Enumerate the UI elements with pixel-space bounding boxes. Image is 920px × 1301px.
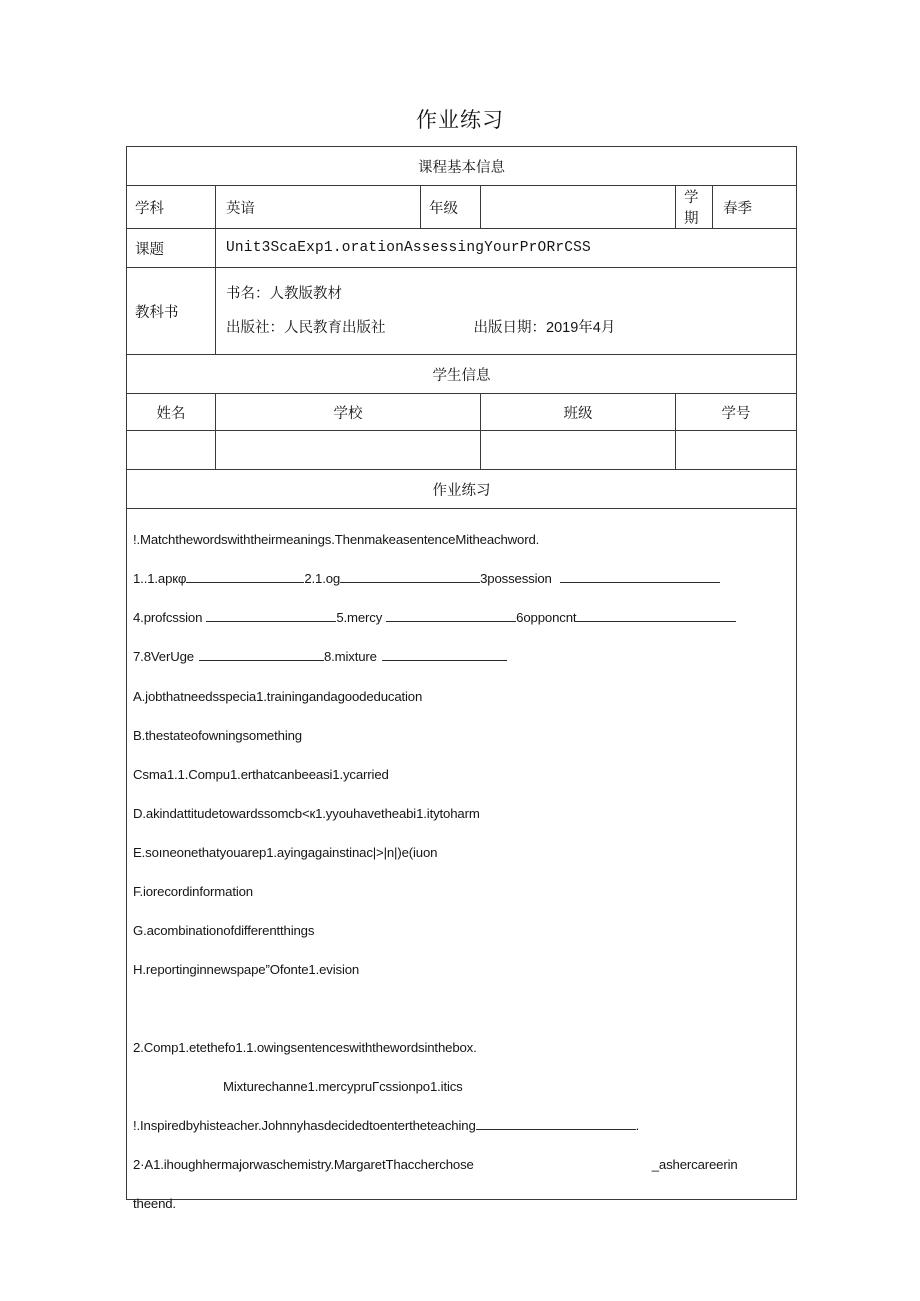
definition-g: G.acombinationofdifferentthings <box>133 923 315 939</box>
course-info-header: 课程基本信息 <box>127 147 797 186</box>
exercise-header-row <box>127 470 797 509</box>
term-value: 春季 <box>713 186 797 229</box>
definition-h: H.reportinginnewspape”Ofonte1.evision <box>133 962 360 978</box>
subject-row <box>127 186 797 229</box>
q1-word-row-2 <box>133 610 736 625</box>
definition-e: E.soıneonethatyouarep1.ayingagainstinac|>|n|)e(iuon <box>133 845 438 861</box>
student-col-name: 姓名 <box>127 394 216 431</box>
topic-value: Unit3ScaExp1.orationAssessingYourPrORrCSS <box>216 229 797 268</box>
q2-sentence-2-text: 2·A1.ihoughhermajorwaschemistry.MargaretThaccherchose <box>133 1157 474 1173</box>
q1-instruction: !.Matchthewordswiththeirmeanings.ThenmakeasentenceMitheachword. <box>133 532 540 548</box>
student-value-name[interactable] <box>127 431 216 470</box>
publisher: 出版社：人民教育出版社 <box>226 320 386 337</box>
q2-sentence-1-period: . <box>635 1118 640 1134</box>
grade-value <box>481 186 676 229</box>
q2-sentence-2-answer[interactable]: _ashercareerin <box>651 1157 738 1173</box>
student-info-header-row <box>127 355 797 394</box>
exercise-section-header: 作业练习 <box>127 470 797 509</box>
textbook-row <box>127 268 797 355</box>
book-name: 书名：人教版教材 <box>226 286 342 302</box>
subject-value: 英谙 <box>216 186 421 229</box>
q1-blank-5[interactable] <box>386 621 516 622</box>
definition-b: B.thestateofowningsomething <box>133 728 302 744</box>
grade-label: 年级 <box>421 186 481 229</box>
page-title: 作业练习 <box>416 109 504 132</box>
q1-blank-8[interactable] <box>382 660 507 661</box>
definition-a: A.jobthatneedsspecia1.trainingandagoodeducation <box>133 689 423 705</box>
q2-blank-1[interactable] <box>476 1129 636 1130</box>
q1-word-4: 4.profcssion <box>133 610 203 626</box>
exercise-content <box>127 509 796 1212</box>
topic-label: 课题 <box>127 229 216 268</box>
q2-sentence-2 <box>133 1157 738 1172</box>
q2-word-box: Mixturechanne1.mercypruΓcssionpo1.itics <box>223 1079 463 1095</box>
q1-word-6: 6opponcnt <box>516 610 577 626</box>
student-info-header: 学生信息 <box>127 355 797 394</box>
q1-word-2: 2.1.og <box>304 571 341 587</box>
q1-word-row-1 <box>133 571 720 586</box>
student-col-class: 班级 <box>481 394 676 431</box>
topic-row <box>127 229 797 268</box>
q1-blank-4[interactable] <box>206 621 336 622</box>
q2-sentence-1 <box>133 1118 639 1133</box>
subject-label: 学科 <box>127 186 216 229</box>
q2-instruction: 2.Comp1.etethefo1.1.owingsentenceswiththewordsinthebox. <box>133 1040 477 1056</box>
textbook-details <box>216 268 797 355</box>
q1-word-7: 7.8VerUge <box>133 649 194 665</box>
definition-f: F.iorecordinformation <box>133 884 253 900</box>
q1-word-8: 8.mixture <box>323 649 377 665</box>
q2-sentence-1-text: !.Inspiredbyhisteacher.Johnnyhasdecidedtoentertheteaching <box>133 1118 476 1134</box>
q1-blank-7[interactable] <box>199 660 324 661</box>
student-columns-row <box>127 394 797 431</box>
term-label: 学期 <box>676 186 713 229</box>
q1-blank-1[interactable] <box>186 582 304 583</box>
student-col-school: 学校 <box>216 394 481 431</box>
q1-word-row-3 <box>133 649 507 664</box>
exercise-body <box>127 509 797 1212</box>
q1-word-3: 3possession <box>480 571 552 587</box>
exercise-body-row <box>127 509 797 1200</box>
publish-date: 出版日期：2019年4月 <box>473 320 616 337</box>
q1-word-5: 5.mercy <box>336 610 383 626</box>
q1-blank-3[interactable] <box>560 582 720 583</box>
q1-blank-2[interactable] <box>340 582 480 583</box>
definition-d: D.akindattitudetowardssomcb<к1.yyouhavetheabi1.itytoharm <box>133 806 480 822</box>
q2-sentence-2-continuation: theend. <box>133 1196 176 1212</box>
q1-blank-6[interactable] <box>576 621 736 622</box>
student-value-school[interactable] <box>216 431 481 470</box>
definition-c: Csma1.1.Compu1.erthatcanbeeasi1.ycarried <box>133 767 389 783</box>
textbook-label: 教科书 <box>127 268 216 355</box>
student-value-id[interactable] <box>676 431 797 470</box>
publisher-and-date <box>226 311 796 345</box>
worksheet-table <box>126 146 797 1212</box>
student-col-id: 学号 <box>676 394 797 431</box>
student-values-row <box>127 431 797 470</box>
course-info-header-row <box>127 147 797 186</box>
q1-word-1: 1..1.apкφ <box>133 571 187 587</box>
student-value-class[interactable] <box>481 431 676 470</box>
